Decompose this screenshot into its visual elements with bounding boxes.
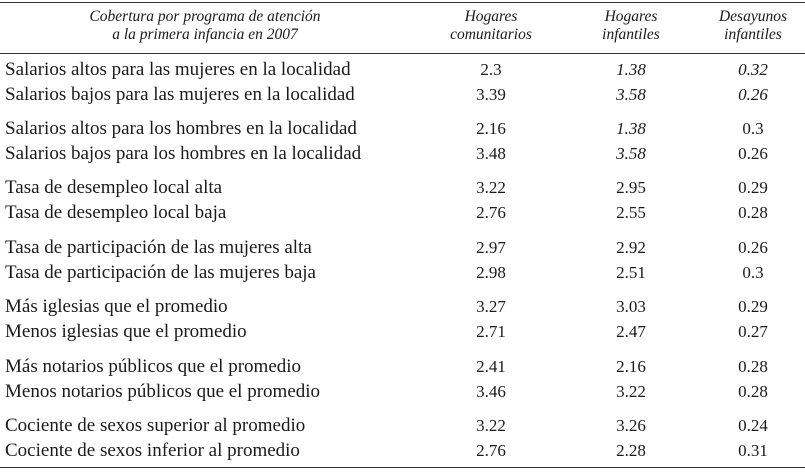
row-label: Salarios bajos para los hombres en la localidad	[5, 143, 362, 164]
table-row	[0, 354, 805, 379]
table-row	[0, 413, 805, 438]
cell-hogares-infantiles: 3.26	[616, 416, 646, 435]
cell-hogares-comunitarios: 2.16	[476, 119, 506, 138]
cell-desayunos-infantiles: 0.3	[742, 263, 764, 282]
table-row	[0, 294, 805, 319]
column-header-desayunos-infantiles	[698, 8, 805, 44]
cell-desayunos-infantiles: 0.26	[738, 144, 768, 163]
cell-desayunos-infantiles: 0.3	[742, 119, 764, 138]
table-header-title	[40, 8, 370, 44]
cell-hogares-comunitarios: 2.97	[476, 238, 506, 257]
cell-desayunos-infantiles: 0.28	[738, 382, 768, 401]
cell-desayunos-infantiles: 0.24	[738, 416, 768, 435]
row-label: Tasa de desempleo local baja	[5, 202, 227, 223]
row-label: Cociente de sexos inferior al promedio	[5, 440, 300, 461]
cell-desayunos-infantiles: 0.29	[738, 297, 768, 316]
cell-desayunos-infantiles: 0.32	[738, 60, 768, 79]
col1-header-line1: Hogares	[464, 8, 518, 25]
table-row	[0, 175, 805, 200]
cell-desayunos-infantiles: 0.28	[738, 357, 768, 376]
cell-hogares-infantiles: 2.47	[616, 322, 646, 341]
cell-hogares-infantiles: 3.03	[616, 297, 646, 316]
row-label: Menos notarios públicos que el promedio	[5, 381, 321, 402]
table-bottom-rule	[0, 467, 805, 468]
cell-hogares-comunitarios: 2.76	[476, 441, 506, 460]
col2-header-line1: Hogares	[604, 8, 658, 25]
cell-hogares-infantiles: 2.51	[616, 263, 646, 282]
cell-hogares-comunitarios: 2.71	[476, 322, 506, 341]
cell-hogares-infantiles: 1.38	[616, 119, 646, 138]
cell-hogares-comunitarios: 3.27	[476, 297, 506, 316]
table-row	[0, 82, 805, 107]
cell-hogares-comunitarios: 3.48	[476, 144, 506, 163]
row-label: Tasa de desempleo local alta	[5, 177, 223, 198]
row-label: Salarios bajos para las mujeres en la localidad	[5, 84, 355, 105]
table-top-rule	[0, 2, 805, 3]
table-row	[0, 438, 805, 463]
cell-hogares-comunitarios: 3.39	[476, 85, 506, 104]
cell-desayunos-infantiles: 0.29	[738, 178, 768, 197]
cell-hogares-infantiles: 2.28	[616, 441, 646, 460]
table-row	[0, 200, 805, 225]
cell-hogares-comunitarios: 3.46	[476, 382, 506, 401]
cell-hogares-comunitarios: 2.98	[476, 263, 506, 282]
cell-hogares-infantiles: 3.22	[616, 382, 646, 401]
table-row	[0, 141, 805, 166]
table-row	[0, 379, 805, 404]
cell-hogares-infantiles: 2.95	[616, 178, 646, 197]
cell-hogares-infantiles: 1.38	[616, 60, 646, 79]
cell-hogares-comunitarios: 2.3	[480, 60, 502, 79]
col3-header-line1: Desayunos	[718, 8, 788, 25]
table-header-rule	[0, 53, 805, 54]
header-title-line1: Cobertura por programa de atención	[89, 8, 321, 25]
cell-desayunos-infantiles: 0.31	[738, 441, 768, 460]
cell-desayunos-infantiles: 0.27	[738, 322, 768, 341]
header-title-line2: a la primera infancia en 2007	[112, 26, 298, 43]
row-label: Menos iglesias que el promedio	[5, 321, 247, 342]
col2-header-line2: infantiles	[602, 26, 660, 43]
cell-hogares-infantiles: 2.16	[616, 357, 646, 376]
cell-hogares-comunitarios: 2.41	[476, 357, 506, 376]
table-row	[0, 57, 805, 82]
row-label: Salarios altos para las mujeres en la localidad	[5, 59, 351, 80]
cell-hogares-comunitarios: 3.22	[476, 416, 506, 435]
row-label: Cociente de sexos superior al promedio	[5, 415, 306, 436]
table-row	[0, 235, 805, 260]
cell-hogares-infantiles: 3.58	[616, 144, 646, 163]
cell-hogares-infantiles: 3.58	[616, 85, 646, 104]
row-label: Más notarios públicos que el promedio	[5, 356, 302, 377]
cell-hogares-infantiles: 2.55	[616, 203, 646, 222]
table-row	[0, 319, 805, 344]
cell-desayunos-infantiles: 0.26	[738, 238, 768, 257]
col3-header-line2: infantiles	[724, 26, 782, 43]
row-label: Más iglesias que el promedio	[5, 296, 228, 317]
table-row	[0, 116, 805, 141]
column-header-hogares-infantiles	[571, 8, 691, 44]
table-row	[0, 260, 805, 285]
row-label: Tasa de participación de las mujeres baja	[5, 262, 316, 283]
column-header-hogares-comunitarios	[426, 8, 556, 44]
col1-header-line2: comunitarios	[450, 26, 532, 43]
cell-desayunos-infantiles: 0.28	[738, 203, 768, 222]
cell-hogares-comunitarios: 3.22	[476, 178, 506, 197]
cell-desayunos-infantiles: 0.26	[738, 85, 768, 104]
row-label: Tasa de participación de las mujeres alta	[5, 237, 312, 258]
cell-hogares-comunitarios: 2.76	[476, 203, 506, 222]
cell-hogares-infantiles: 2.92	[616, 238, 646, 257]
row-label: Salarios altos para los hombres en la localidad	[5, 118, 357, 139]
